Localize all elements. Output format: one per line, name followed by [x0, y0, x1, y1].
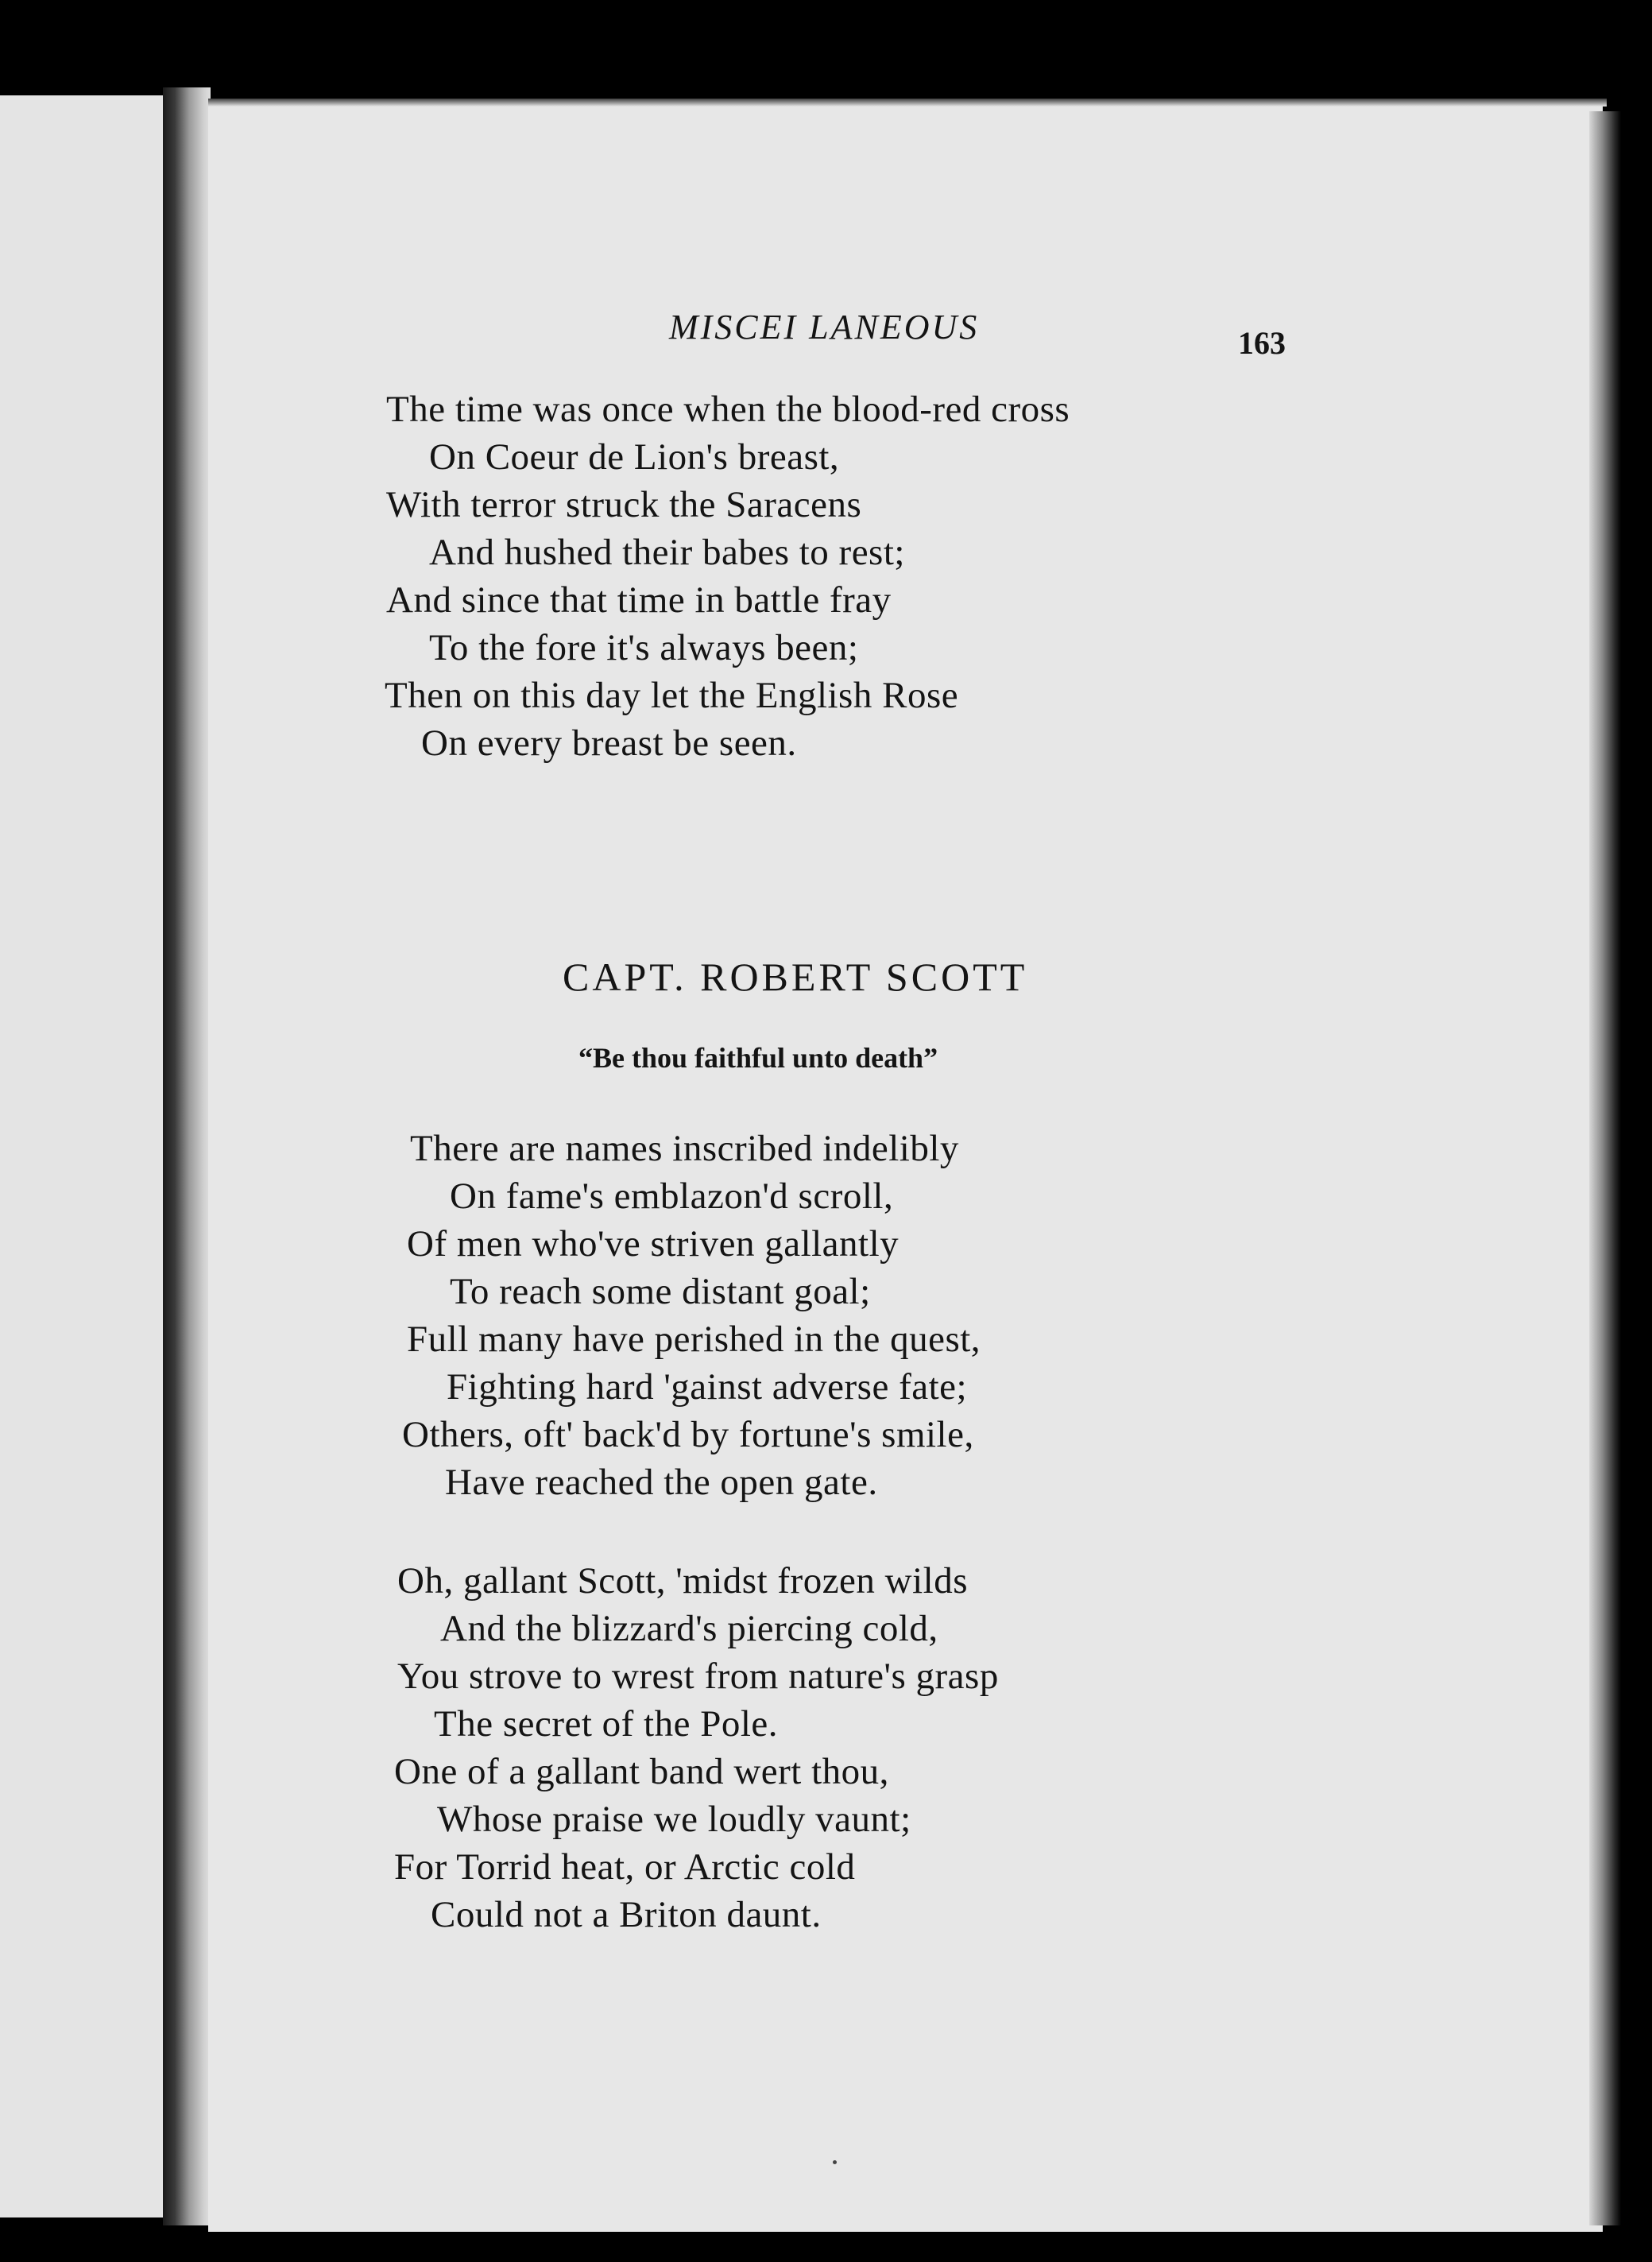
verse-line: Oh, gallant Scott, 'midst frozen wilds	[397, 1560, 969, 1602]
verse-line: Could not a Briton daunt.	[431, 1894, 822, 1935]
verse-line: And since that time in battle fray	[386, 579, 892, 621]
verse-line: One of a gallant band wert thou,	[394, 1751, 889, 1792]
epigraph: “Be thou faithful unto death”	[578, 1042, 938, 1074]
verse-line: Fighting hard 'gainst adverse fate;	[447, 1366, 968, 1408]
verse-line: To the fore it's always been;	[429, 627, 859, 668]
verse-line: Full many have perished in the quest,	[407, 1319, 981, 1360]
verse-line: The secret of the Pole.	[434, 1703, 779, 1745]
verse-line: On every breast be seen.	[421, 722, 797, 764]
page-number: 163	[1238, 325, 1286, 361]
verse-line: And the blizzard's piercing cold,	[440, 1608, 938, 1649]
verse-line: The time was once when the blood-red cross	[386, 389, 1070, 430]
verse-line: There are names inscribed indelibly	[410, 1128, 959, 1169]
verse-line: Then on this day let the English Rose	[385, 675, 959, 716]
verse-line: To reach some distant goal;	[450, 1271, 871, 1312]
verse-line: Whose praise we loudly vaunt;	[437, 1799, 911, 1840]
verse-line: Others, oft' back'd by fortune's smile,	[402, 1414, 974, 1455]
paper-speck	[833, 2160, 837, 2164]
verse-line: For Torrid heat, or Arctic cold	[394, 1846, 856, 1888]
verse-line: With terror struck the Saracens	[386, 484, 862, 525]
verse-line: On fame's emblazon'd scroll,	[450, 1176, 894, 1217]
verse-line: On Coeur de Lion's breast,	[429, 436, 840, 478]
verse-line: And hushed their babes to rest;	[429, 532, 905, 573]
poem-title: CAPT. ROBERT SCOTT	[563, 955, 1028, 999]
verse-line: Have reached the open gate.	[445, 1462, 878, 1503]
verse-line: You strove to wrest from nature's grasp	[397, 1656, 999, 1697]
running-head: MISCEI LANEOUS	[669, 308, 980, 347]
verse-line: Of men who've striven gallantly	[407, 1223, 900, 1265]
